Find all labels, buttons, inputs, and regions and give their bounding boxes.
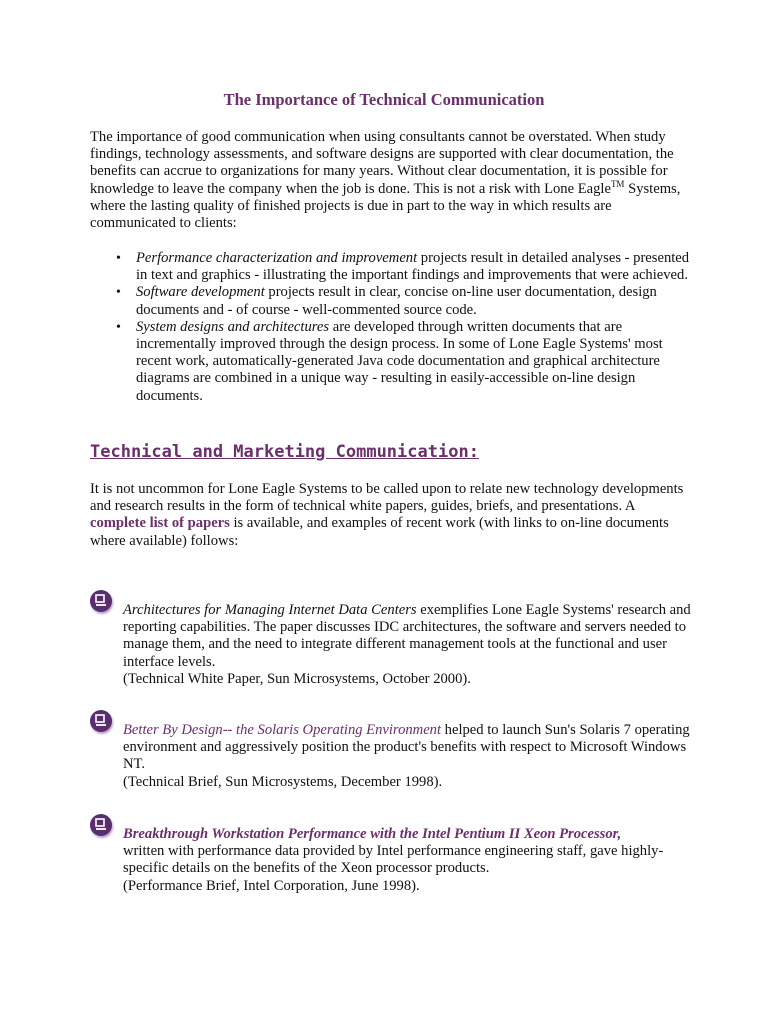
work-item (123, 722, 693, 791)
bullet-icon: • (116, 251, 121, 266)
section-intro-text: It is not uncommon for Lone Eagle Systems to be called upon to relate new technology developments and research results in the form of technical white papers, guides, briefs, and presentations. A (90, 481, 684, 515)
trademark-superscript: TM (610, 178, 625, 189)
work-item (123, 826, 693, 895)
work-description: exemplifies Lone Eagle Systems' research and reporting capabilities. The paper discusses IDC architectures, the software and servers needed to manage them, and the need to integrate different management tools at the functional and user interface levels. (123, 602, 691, 670)
document-icon (90, 590, 112, 612)
bullet-text: projects result in clear, concise on-line user documentation, design documents and - of course - well-commented source code. (136, 284, 657, 318)
bullet-icon: • (116, 319, 121, 335)
bullet-text: projects result in detailed analyses - presented in text and graphics - illustrating the important findings and improvements that were achieved. (136, 250, 690, 284)
intro-text-continued: Systems, where the lasting quality of finished projects is due in part to the way in which results are communicated to clients: (90, 180, 681, 232)
intro-text: The importance of good communication when using consultants cannot be overstated. When study findings, technology assessments, and software designs are supported with clear documentation, the benefits can accrue to organizations for many years. Without clear documentation, it is possible for knowledge to leave the company when the job is done. This is not a risk with Lone Eagle (90, 129, 674, 197)
work-description: written with performance data provided by Intel performance engineering staff, gave highly-specific details on the benefits of the Xeon processor products. (123, 843, 664, 877)
work-citation: (Performance Brief, Intel Corporation, June 1998). (123, 877, 420, 894)
capabilities-list (113, 250, 693, 405)
document-icon (90, 814, 112, 836)
work-description: helped to launch Sun's Solaris 7 operating environment and aggressively position the product's benefits with respect to Microsoft Windows NT. (123, 722, 690, 773)
list-item (113, 284, 693, 318)
work-title[interactable]: Architectures for Managing Internet Data Centers (123, 602, 417, 618)
bullet-lead: System designs and architectures (136, 318, 330, 335)
list-item (113, 319, 693, 405)
work-item (123, 602, 693, 688)
page-title: The Importance of Technical Communication (223, 90, 545, 109)
work-citation: (Technical Brief, Sun Microsystems, December 1998). (123, 773, 443, 790)
document-icon (90, 710, 112, 732)
intro-paragraph (90, 129, 690, 232)
work-citation: (Technical White Paper, Sun Microsystems, October 2000). (123, 670, 471, 687)
bullet-text: are developed through written documents that are incrementally improved through the design process. In some of Lone Eagle Systems' most recent work, automatically-generated Java code documentation and graphical architecture diagrams are combined in a unique way - resulting in easily-accessible on-line design documents. (136, 318, 663, 404)
work-title-link[interactable]: Breakthrough Workstation Performance with the Intel Pentium II Xeon Processor, (123, 826, 622, 842)
bullet-lead: Software development (136, 284, 265, 301)
section-intro-paragraph (90, 481, 690, 550)
section-heading: Technical and Marketing Communication: (90, 442, 479, 462)
bullet-icon: • (116, 285, 121, 301)
list-item (113, 250, 693, 284)
bullet-lead: Performance characterization and improvement (136, 250, 418, 266)
section-intro-text-continued: is available, and examples of recent work (with links to on-line documents where available) follows: (90, 515, 669, 549)
work-title-link[interactable]: Better By Design-- the Solaris Operating Environment (123, 722, 442, 738)
papers-list-link[interactable]: complete list of papers (90, 515, 230, 532)
